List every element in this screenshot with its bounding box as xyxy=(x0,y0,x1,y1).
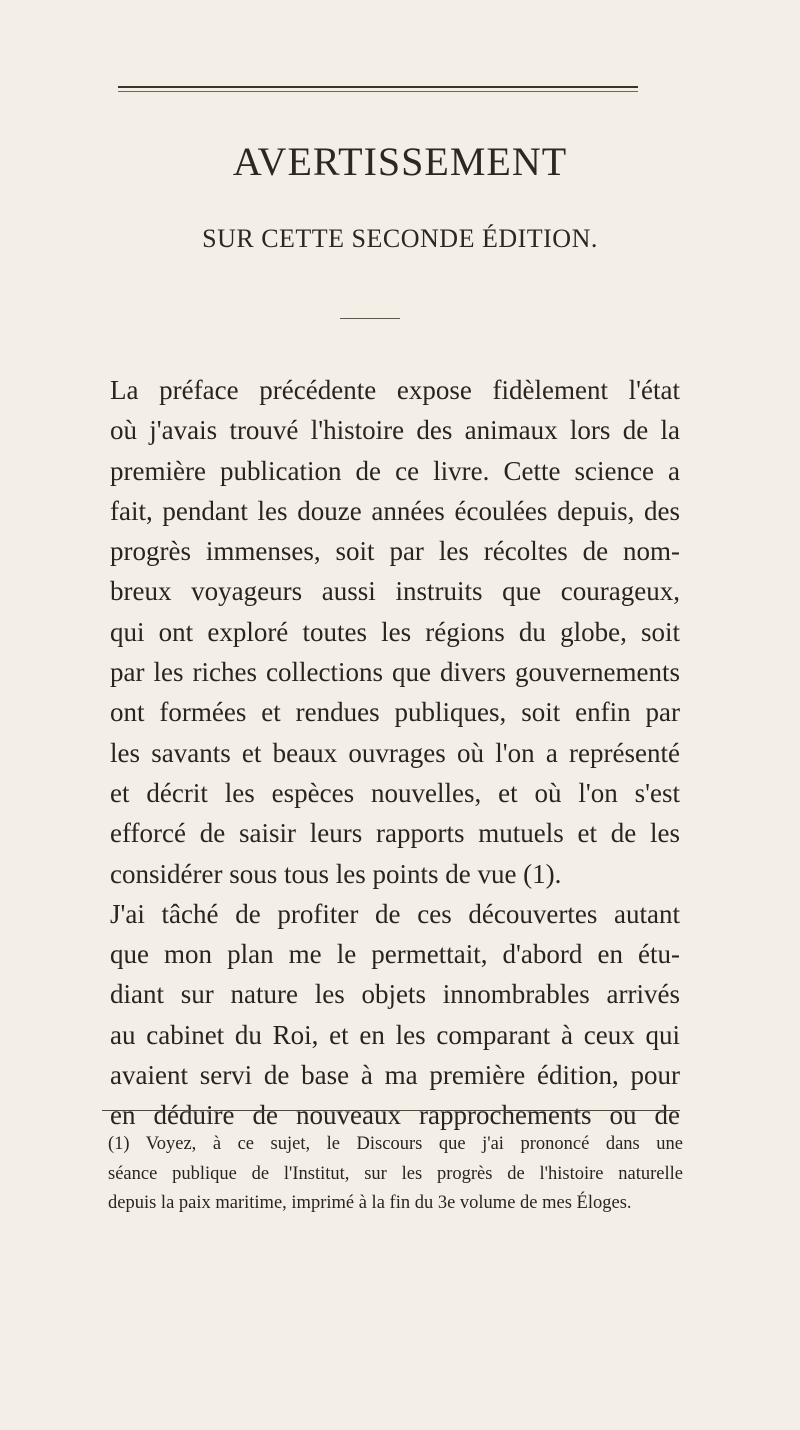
page-subtitle: SUR CETTE SECONDE ÉDITION. xyxy=(202,224,598,253)
body-line: en déduire de nouveaux rapprochements ou de xyxy=(110,1100,680,1131)
body-line: efforcé de saisir leurs rapports mutuels et de les xyxy=(110,818,680,849)
body-line: progrès immenses, soit par les récoltes de nom- xyxy=(110,536,680,567)
footnote-rule xyxy=(102,1110,680,1111)
body-line: La préface précédente expose fidèlement l'état xyxy=(110,375,680,405)
header-rule xyxy=(118,86,638,88)
body-line: breux voyageurs aussi instruits que courageux, xyxy=(110,576,680,607)
body-line: ont formées et rendues publiques, soit enfin par xyxy=(110,697,680,728)
body-line: et décrit les espèces nouvelles, et où l'on s'est xyxy=(110,777,680,808)
body-line: diant sur nature les objets innombrables arrivés xyxy=(110,979,680,1010)
body-line: au cabinet du Roi, et en les comparant à ceux qui xyxy=(110,1019,680,1050)
body-line: que mon plan me le permettait, d'abord en étu- xyxy=(110,939,680,970)
body-line: les savants et beaux ouvrages où l'on a représenté xyxy=(110,737,680,768)
section-divider xyxy=(340,318,400,319)
footnote-line: (1) Voyez, à ce sujet, le Discours que j'ai prononcé dans une xyxy=(108,1134,683,1154)
body-line: avaient servi de base à ma première édition, pour xyxy=(110,1060,680,1091)
footnote xyxy=(108,1130,683,1219)
body-line: fait, pendant les douze années écoulées depuis, des xyxy=(110,495,680,526)
footnote-line: depuis la paix maritime, imprimé à la fin du 3e volume de mes Éloges. xyxy=(108,1193,632,1213)
body-line: considérer sous tous les points de vue (1). xyxy=(110,858,562,889)
page-title: AVERTISSEMENT xyxy=(232,139,568,184)
body-line: J'ai tâché de profiter de ces découvertes autant xyxy=(110,898,680,929)
header-rule-thin xyxy=(118,91,638,92)
body-line: qui ont exploré toutes les régions du globe, soit xyxy=(110,616,680,647)
body-line: où j'avais trouvé l'histoire des animaux lors de la xyxy=(110,415,680,446)
footnote-line: séance publique de l'Institut, sur les progrès de l'histoire naturelle xyxy=(108,1163,683,1184)
body-text xyxy=(110,370,680,1136)
body-line: par les riches collections que divers gouvernements xyxy=(110,657,680,688)
body-line: première publication de ce livre. Cette science a xyxy=(110,455,680,486)
